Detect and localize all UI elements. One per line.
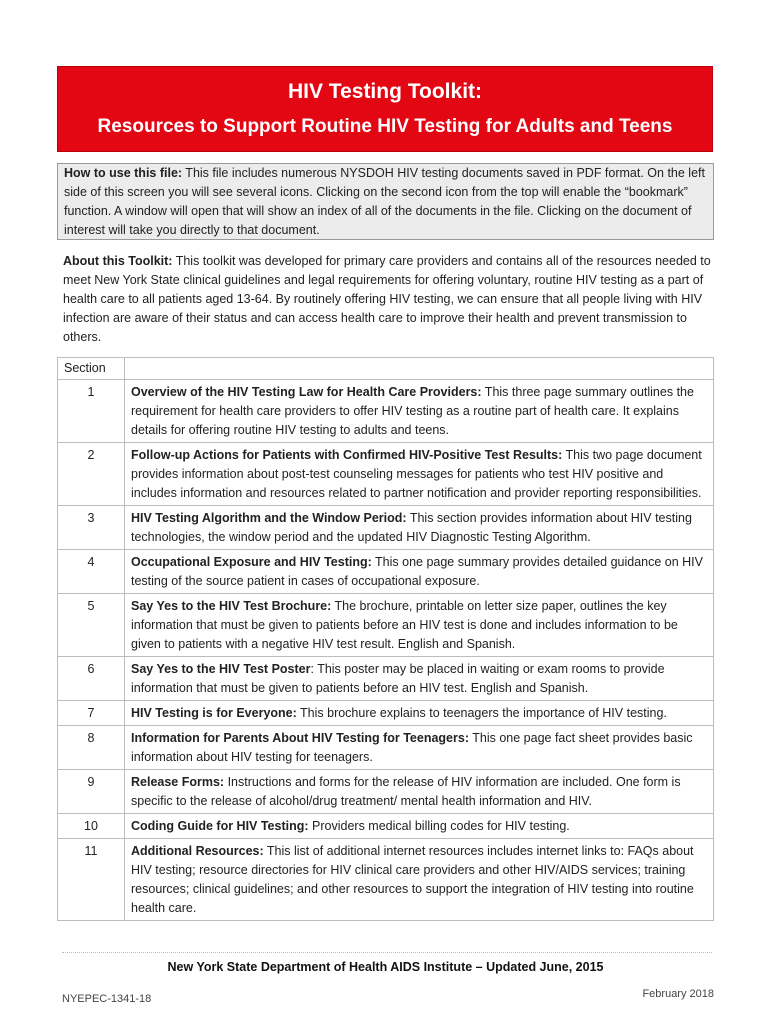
table-row bbox=[58, 550, 714, 594]
table-row bbox=[58, 657, 714, 701]
footer-organization: New York State Department of Health AIDS Institute – Updated June, 2015 bbox=[167, 960, 604, 974]
section-number: 6 bbox=[58, 657, 125, 701]
section-number: 11 bbox=[58, 839, 125, 921]
section-description bbox=[125, 770, 714, 814]
section-text: The brochure, printable on letter size paper, outlines the key information that must be given to patients before an HIV test is done and includes information to be given to patients with a negative HIV test result. English and Spanish. bbox=[131, 599, 678, 651]
document-code: NYEPEC-1341-18 bbox=[62, 993, 152, 1005]
section-number: 3 bbox=[58, 506, 125, 550]
title-banner bbox=[57, 66, 713, 152]
section-number: 2 bbox=[58, 443, 125, 506]
table-row bbox=[58, 814, 714, 839]
how-to-use-label: How to use this file: bbox=[64, 166, 183, 180]
section-number: 10 bbox=[58, 814, 125, 839]
section-text: : This poster may be placed in waiting or exam rooms to provide information that must be given to patients before an HIV test. English and Spanish. bbox=[131, 662, 665, 695]
section-number: 9 bbox=[58, 770, 125, 814]
section-description bbox=[125, 380, 714, 443]
about-paragraph bbox=[63, 252, 713, 347]
section-description bbox=[125, 726, 714, 770]
section-title: HIV Testing is for Everyone: bbox=[131, 706, 297, 720]
section-title: Say Yes to the HIV Test Poster bbox=[131, 662, 311, 676]
section-title: Release Forms: bbox=[131, 775, 225, 789]
section-description bbox=[125, 839, 714, 921]
section-title: Coding Guide for HIV Testing: bbox=[131, 819, 309, 833]
section-number: 5 bbox=[58, 594, 125, 657]
section-description bbox=[125, 701, 714, 726]
description-column-header bbox=[125, 358, 714, 380]
section-description bbox=[125, 657, 714, 701]
sections-table bbox=[57, 357, 714, 921]
table-header-row bbox=[58, 358, 714, 380]
section-title: Say Yes to the HIV Test Brochure: bbox=[131, 599, 332, 613]
table-row bbox=[58, 701, 714, 726]
section-number: 1 bbox=[58, 380, 125, 443]
section-number: 7 bbox=[58, 701, 125, 726]
about-text: This toolkit was developed for primary care providers and contains all of the resources needed to meet New York State clinical guidelines and legal requirements for offering voluntary, routine HIV testing as a part of health care to all patients aged 13-64. By routinely offering HIV testing, we can ensure that all people living with HIV infection are aware of their status and can access health care to improve their health and prevent transmission to others. bbox=[63, 254, 711, 344]
section-number: 4 bbox=[58, 550, 125, 594]
section-description bbox=[125, 550, 714, 594]
section-title: Additional Resources: bbox=[131, 844, 264, 858]
section-text: This three page summary outlines the requirement for health care providers to offer HIV testing as a routine part of health care. It explains details for offering routine HIV testing to adults and teens. bbox=[131, 385, 694, 437]
section-text: Providers medical billing codes for HIV testing. bbox=[308, 819, 570, 833]
section-text: This one page fact sheet provides basic information about HIV testing for teenagers. bbox=[131, 731, 693, 764]
page-subtitle: Resources to Support Routine HIV Testing for Adults and Teens bbox=[97, 116, 673, 137]
section-title: Information for Parents About HIV Testing for Teenagers: bbox=[131, 731, 469, 745]
section-text: This section provides information about HIV testing technologies, the window period and the updated HIV Diagnostic Testing Algorithm. bbox=[131, 511, 692, 544]
page-title: HIV Testing Toolkit: bbox=[287, 80, 483, 103]
table-row bbox=[58, 443, 714, 506]
footer-divider bbox=[62, 952, 712, 953]
about-label: About this Toolkit: bbox=[63, 254, 173, 268]
section-title: Follow-up Actions for Patients with Confirmed HIV-Positive Test Results: bbox=[131, 448, 563, 462]
how-to-use-box bbox=[57, 163, 714, 240]
table-row bbox=[58, 726, 714, 770]
section-title: Overview of the HIV Testing Law for Health Care Providers: bbox=[131, 385, 482, 399]
table-row bbox=[58, 770, 714, 814]
section-number: 8 bbox=[58, 726, 125, 770]
section-description bbox=[125, 594, 714, 657]
section-text: Instructions and forms for the release of HIV information are included. One form is specific to the release of alcohol/drug treatment/ mental health information and HIV. bbox=[131, 775, 681, 808]
section-description bbox=[125, 443, 714, 506]
how-to-use-text: This file includes numerous NYSDOH HIV testing documents saved in PDF format. On the left side of this screen you will see several icons. Clicking on the second icon from the top will enable the “bookmark” function. A window will open that will show an index of all of the documents in the file. Clicking on the document of interest will take you directly to that document. bbox=[64, 166, 705, 237]
section-text: This one page summary provides detailed guidance on HIV testing of the source patient in cases of occupational exposure. bbox=[131, 555, 703, 588]
section-description bbox=[125, 506, 714, 550]
section-text: This list of additional internet resources includes internet links to: FAQs about HIV testing; resource directories for HIV clinical care providers and other HIV/AIDS services; training resources; clinical guidelines; and other resources to support the integration of HIV testing into routine health care. bbox=[131, 844, 694, 915]
table-row bbox=[58, 594, 714, 657]
section-column-header: Section bbox=[58, 358, 125, 380]
section-title: Occupational Exposure and HIV Testing: bbox=[131, 555, 372, 569]
section-description bbox=[125, 814, 714, 839]
table-row bbox=[58, 839, 714, 921]
table-row bbox=[58, 506, 714, 550]
section-text: This brochure explains to teenagers the importance of HIV testing. bbox=[296, 706, 667, 720]
table-row bbox=[58, 380, 714, 443]
section-text: This two page document provides information about post-test counseling messages for patients who test HIV positive and includes information and resources related to partner notification and provider reporting responsibilities. bbox=[131, 448, 702, 500]
document-date: February 2018 bbox=[642, 988, 714, 1000]
section-title: HIV Testing Algorithm and the Window Period: bbox=[131, 511, 407, 525]
